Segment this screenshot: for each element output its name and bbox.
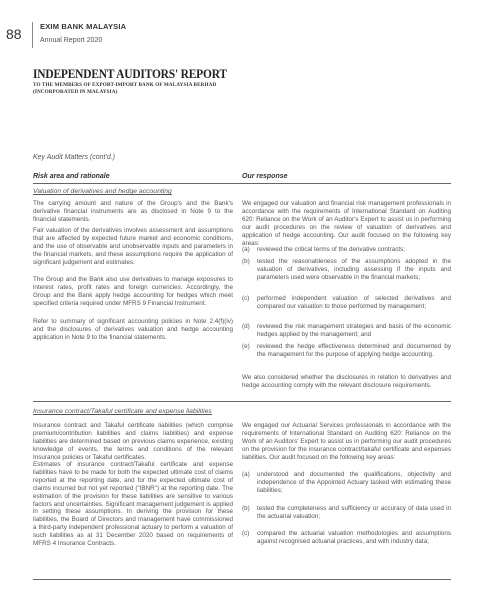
report-incorporation: (INCORPORATED IN MALAYSIA) bbox=[33, 89, 118, 95]
key-audit-matters-label: Key Audit Matters (cont'd.) bbox=[33, 154, 115, 161]
s1-list-item bbox=[242, 246, 451, 254]
item-text: tested the completeness and sufficiency or accuracy of data used in the actuarial valuation; bbox=[257, 505, 451, 520]
item-key: (d) bbox=[242, 323, 250, 330]
page-number: 88 bbox=[6, 26, 22, 42]
s1-left-paragraph: Fair valuation of the derivatives involves assessment and assumptions that are affected by expected future market and economic conditions, and the use of observable and unobservable inputs and parameters in the financial markets, and these assumptions require the application of significant judgement and estimates. bbox=[33, 227, 233, 266]
item-key: (a) bbox=[242, 246, 250, 253]
s1-list-item bbox=[242, 343, 451, 359]
s2-right-intro: We engaged our Actuarial Services professionals in accordance with the requirements of International Standard on Auditing 620: Reliance on the Work of an Auditors' Expert to assist us in performing our audit procedures on the provision for the insurance contract/takaful certificate and expenses liabilities. Our audit focused on the following key areas: bbox=[242, 422, 451, 461]
item-key: (b) bbox=[242, 258, 250, 265]
header-divider bbox=[32, 22, 33, 48]
item-key: (c) bbox=[242, 530, 250, 537]
item-key: (e) bbox=[242, 343, 250, 350]
heading-rule bbox=[33, 183, 451, 184]
s1-right-outro: We also considered whether the disclosures in relation to derivatives and hedge accounting comply with the relevant disclosure requirements. bbox=[242, 374, 451, 389]
item-text: performed independent valuation of selected derivatives and compared our valuation to those performed by management; bbox=[257, 295, 451, 310]
bottom-rule bbox=[33, 579, 451, 580]
item-text: tested the reasonableness of the assumptions adopted in the valuation of derivatives, including assessing if the inputs and parameters used were observable in the financial markets; bbox=[257, 258, 451, 281]
item-key: (c) bbox=[242, 295, 250, 302]
organization-name: EXIM BANK MALAYSIA bbox=[40, 22, 127, 31]
item-text: reviewed the risk management strategies and basis of the economic hedges applied by the management; and bbox=[257, 323, 451, 338]
s1-left-paragraph: Refer to summary of significant accounting policies in Note 2.4(f)(iv) and the disclosures of derivatives valuation and hedge accounting application in Note 9 to the financial statements. bbox=[33, 318, 233, 341]
section-title-derivatives: Valuation of derivatives and hedge accounting bbox=[33, 188, 172, 195]
column-heading-risk: Risk area and rationale bbox=[33, 173, 110, 180]
s2-list-item bbox=[242, 505, 451, 521]
item-text: reviewed the critical terms of the derivative contracts; bbox=[257, 246, 406, 253]
item-key: (a) bbox=[242, 471, 250, 478]
s2-left-paragraph: Estimates of insurance contract/Takaful certificate and expense liabilities have to be made for both the expected ultimate cost of claims reported at the reporting date, and for the expected ultimate cost of claims incurred but not yet reported ("IBNR") at the reporting date. The estimation of the provision for these liabilities are sensitive to various factors and uncertainties. Significant management judgement is applied in setting these assumptions. In deriving the provision for these liabilities, the Board of Directors and management have commissioned a third-party independent professional actuary to perform a valuation of such liabilities as at 31 December 2020 based on requirements of MFRS 4 Insurance Contracts. bbox=[33, 461, 233, 548]
s1-left-paragraph: The carrying amount and nature of the Group's and the Bank's derivative financial instruments are as disclosed in Note 9 to the financial statements. bbox=[33, 200, 233, 223]
section-title-insurance: Insurance contract/Takaful certificate and expense liabilities bbox=[33, 408, 212, 415]
s1-left-paragraph: The Group and the Bank also use derivatives to manage exposures to interest rates, profit rates and foreign currencies. Accordingly, the Group and the Bank apply hedge accounting for hedges which meet specified criteria required under MFRS 9 Financial Instrument. bbox=[33, 276, 233, 307]
report-name: Annual Report 2020 bbox=[40, 37, 103, 44]
s1-right-intro: We engaged our valuation and financial risk management professionals in accordance with the requirements of International Standard on Auditing 620: Reliance on the Work of an Auditor's Expert to assist us in performing our audit procedures on the review of valuation of derivatives and application of hedge accounting. Our audit focused on the following key areas: bbox=[242, 200, 451, 247]
item-text: compared the actuarial valuation methodologies and assumptions against recognised actuarial practices, and with industry data; bbox=[257, 530, 451, 545]
report-addressee: TO THE MEMBERS OF EXPORT-IMPORT BANK OF MALAYSIA BERHAD bbox=[33, 82, 217, 88]
report-title: INDEPENDENT AUDITORS' REPORT bbox=[33, 66, 227, 81]
item-text: reviewed the hedge effectiveness determined and documented by the management for the purpose of applying hedge accounting. bbox=[257, 343, 451, 358]
item-text: understood and documented the qualifications, objectivity and independence of the Appointed Actuary tasked with estimating these liabilities; bbox=[257, 471, 451, 494]
s2-list-item bbox=[242, 530, 451, 546]
s2-list-item bbox=[242, 471, 451, 495]
s1-list-item bbox=[242, 323, 451, 339]
column-heading-response: Our response bbox=[242, 173, 288, 180]
s1-list-item bbox=[242, 258, 451, 282]
s2-left-paragraph: Insurance contract and Takaful certificate liabilities (which comprise premium/contribution liabilities and claims liabilities) and expense liabilities are determined based on previous claims experience, existing knowledge of events, the terms and conditions of the relevant Insurance policies or Takaful certificates. bbox=[33, 422, 233, 461]
item-key: (b) bbox=[242, 505, 250, 512]
s1-list-item bbox=[242, 295, 451, 311]
section-divider bbox=[33, 401, 451, 402]
